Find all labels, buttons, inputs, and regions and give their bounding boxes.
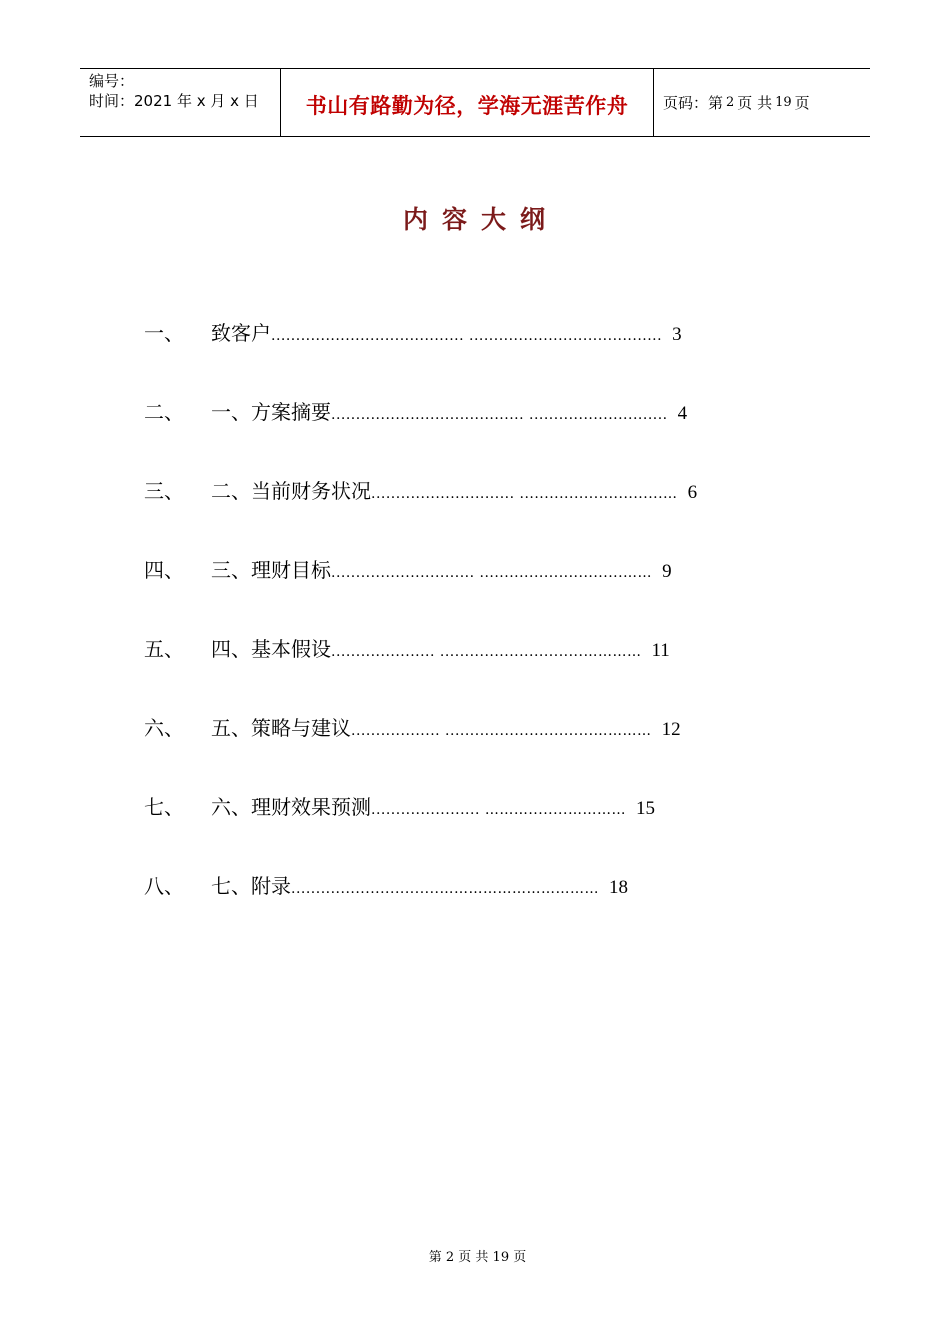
toc-entry-page: 11 bbox=[651, 640, 670, 661]
toc-entry-number: 二、 bbox=[144, 400, 184, 424]
toc-entry-text bbox=[211, 395, 687, 432]
page-current: 2 bbox=[726, 95, 735, 110]
toc-entry[interactable] bbox=[144, 316, 784, 395]
page-header bbox=[80, 68, 870, 137]
toc-entry[interactable] bbox=[144, 395, 784, 474]
page-prefix: 页码：第 bbox=[663, 94, 724, 112]
toc-entry-page: 18 bbox=[609, 877, 629, 898]
page-suffix: 页 bbox=[794, 94, 810, 112]
toc-entry-text bbox=[211, 316, 682, 353]
toc-entry-number: 三、 bbox=[144, 479, 184, 503]
time-label: 时间：2021 年 x 月 x 日 bbox=[89, 92, 259, 110]
toc-entry[interactable] bbox=[144, 553, 784, 632]
toc-entry[interactable] bbox=[144, 632, 784, 711]
header-motto: 书山有路勤为径，学海无涯苦作舟 bbox=[305, 93, 629, 118]
page-footer: 第 2 页 共 19 页 bbox=[428, 1250, 527, 1265]
toc-entry-leader: ............................. .............................… bbox=[371, 486, 678, 502]
toc-entry-text bbox=[211, 474, 697, 511]
toc-entry-title: 六、理财效果预测 bbox=[211, 795, 371, 819]
toc-entry-page: 3 bbox=[672, 324, 682, 345]
toc-entry-number: 四、 bbox=[144, 558, 184, 582]
toc-entry-title: 五、策略与建议 bbox=[211, 716, 351, 740]
toc-entry-leader: ....................................... ............................ bbox=[331, 407, 668, 423]
header-meta bbox=[80, 69, 281, 136]
toc-entry-page: 9 bbox=[662, 561, 672, 582]
toc-entry-text bbox=[211, 869, 628, 906]
toc-entry-title: 三、理财目标 bbox=[211, 558, 331, 582]
toc-entry-title: 一、方案摘要 bbox=[211, 400, 331, 424]
toc-entry-title: 二、当前财务状况 bbox=[211, 479, 371, 503]
toc-entry[interactable] bbox=[144, 869, 784, 948]
toc-entry-page: 12 bbox=[661, 719, 681, 740]
toc-entry-title: 七、附录 bbox=[211, 874, 291, 898]
toc-entry-page: 4 bbox=[677, 403, 688, 424]
toc-entry-leader: ..................... .............................………… bbox=[331, 644, 642, 660]
toc-entry-page: 15 bbox=[635, 798, 655, 819]
page-title: 内容大纲 bbox=[402, 205, 559, 234]
toc-entry[interactable] bbox=[144, 711, 784, 790]
serial-label: 编号： bbox=[89, 72, 135, 90]
toc-entry-text bbox=[211, 553, 672, 590]
table-of-contents bbox=[144, 316, 784, 948]
toc-entry-number: 五、 bbox=[144, 637, 184, 661]
toc-entry[interactable] bbox=[144, 790, 784, 869]
header-motto-cell bbox=[281, 69, 654, 136]
page-mid: 页 共 bbox=[737, 94, 773, 112]
toc-entry-number: 六、 bbox=[144, 716, 184, 740]
toc-entry-text bbox=[211, 632, 670, 669]
toc-entry-text bbox=[211, 790, 655, 827]
header-page-info bbox=[654, 69, 870, 136]
toc-entry-leader: .................. ..............................………… bbox=[351, 723, 652, 739]
toc-entry-leader: ...................... ………........………… bbox=[371, 802, 626, 818]
toc-entry[interactable] bbox=[144, 474, 784, 553]
toc-entry-leader: ............................. .............................…… bbox=[331, 565, 653, 581]
toc-entry-number: 八、 bbox=[144, 874, 184, 898]
toc-entry-leader: ..............................…………………………… bbox=[291, 881, 600, 897]
toc-entry-page: 6 bbox=[687, 482, 698, 503]
toc-entry-title: 致客户 bbox=[211, 321, 271, 345]
toc-entry-title: 四、基本假设 bbox=[211, 637, 331, 661]
page-total: 19 bbox=[775, 95, 792, 110]
toc-entry-number: 七、 bbox=[144, 795, 184, 819]
toc-entry-number: 一、 bbox=[144, 321, 184, 345]
toc-entry-text bbox=[211, 711, 681, 748]
toc-entry-leader: ....................................... ....................................... bbox=[271, 328, 663, 344]
